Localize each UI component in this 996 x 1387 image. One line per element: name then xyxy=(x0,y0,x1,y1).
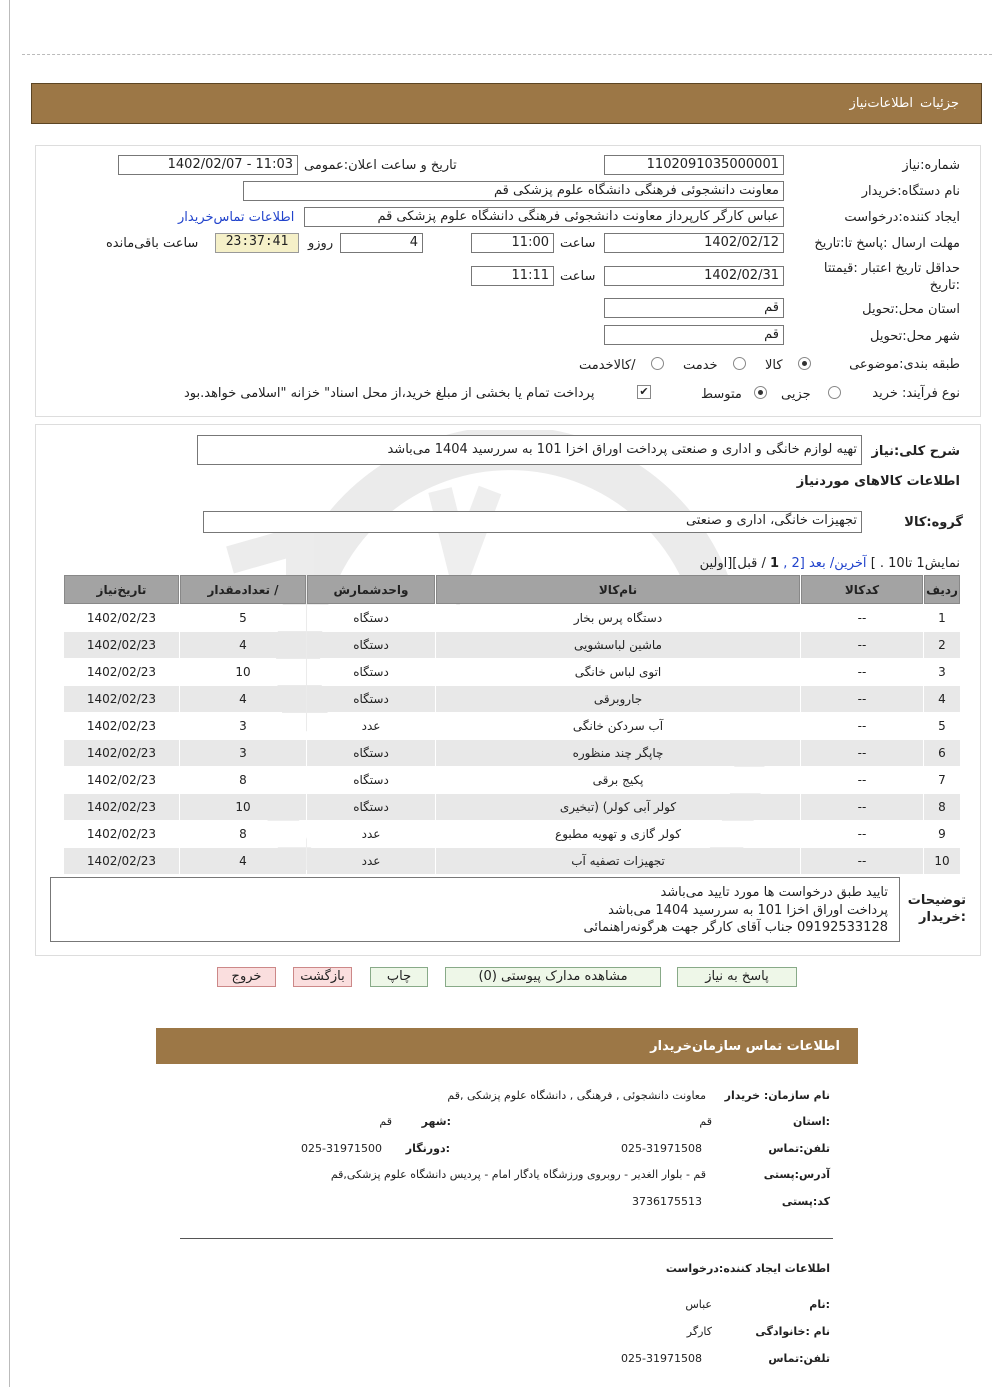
creator-label: ایجاد کننده:درخواست xyxy=(844,210,960,225)
table-row xyxy=(64,821,960,847)
cell-row: 3 xyxy=(924,659,960,685)
table-row xyxy=(64,794,960,820)
cell-date: 1402/02/23 xyxy=(64,632,179,658)
contact-city: قم xyxy=(379,1115,392,1128)
cell-row: 2 xyxy=(924,632,960,658)
cell-unit: دستگاه xyxy=(307,767,435,793)
contact-address-label: آدرس:پستی xyxy=(763,1168,830,1181)
cell-qty: 8 xyxy=(180,821,306,847)
cell-code: -- xyxy=(801,605,923,631)
creator-family-label: نام :خانوادگی xyxy=(755,1325,830,1338)
group-field: تجهیزات خانگی، اداری و صنعتی xyxy=(203,511,862,533)
category-goods-service-radio[interactable] xyxy=(651,357,664,370)
buyer-org-field: معاونت دانشجوئی فرهنگی دانشگاه علوم پزشکی قم xyxy=(243,181,784,201)
cell-date: 1402/02/23 xyxy=(64,821,179,847)
col-qty: / تعدادمقدار xyxy=(180,575,306,604)
paging-current: 1 xyxy=(770,556,780,571)
desc-label: شرح کلی:نیاز xyxy=(871,444,960,459)
contact-title: اطلاعات تماس سازمان‌خریدار xyxy=(650,1039,840,1054)
table-header-row xyxy=(64,575,960,604)
category-goods-label: کالا xyxy=(765,358,783,373)
creator-phone-label: تلفن:تماس xyxy=(768,1352,830,1365)
top-divider xyxy=(22,54,992,55)
cell-unit: عدد xyxy=(307,821,435,847)
contact-phone-label: تلفن:تماس xyxy=(768,1142,830,1155)
table-row xyxy=(64,767,960,793)
cell-name: کولر گازی و تهویه مطبوع xyxy=(436,821,800,847)
cell-qty: 4 xyxy=(180,686,306,712)
cell-row: 6 xyxy=(924,740,960,766)
contact-org-label: نام سازمان: خریدار xyxy=(724,1089,830,1102)
city-field: قم xyxy=(604,325,784,345)
print-button[interactable]: چاپ xyxy=(370,967,428,987)
cell-name: چاپگر چند منظوره xyxy=(436,740,800,766)
paging-page-2[interactable]: [2 , xyxy=(783,556,805,571)
process-medium-label: متوسط xyxy=(701,387,742,402)
cell-code: -- xyxy=(801,848,923,874)
cell-row: 9 xyxy=(924,821,960,847)
cell-qty: 8 xyxy=(180,767,306,793)
city-label: شهر محل:تحویل xyxy=(870,329,960,344)
cell-row: 10 xyxy=(924,848,960,874)
cell-row: 1 xyxy=(924,605,960,631)
cell-row: 7 xyxy=(924,767,960,793)
cell-unit: دستگاه xyxy=(307,659,435,685)
cell-row: 8 xyxy=(924,794,960,820)
deadline-date-field: 1402/02/12 xyxy=(604,233,784,253)
cell-name: ماشین لباسشویی xyxy=(436,632,800,658)
cell-qty: 4 xyxy=(180,632,306,658)
cell-unit: دستگاه xyxy=(307,740,435,766)
cell-qty: 10 xyxy=(180,659,306,685)
cell-qty: 5 xyxy=(180,605,306,631)
category-goods-service-label: /کالاخدمت xyxy=(579,358,636,373)
desc-field: تهیه لوازم خانگی و اداری و صنعتی پرداخت اوراق اخزا 101 به سررسید 1404 می‌باشد xyxy=(197,435,862,465)
creator-section-title: اطلاعات ایجاد کننده:درخواست xyxy=(665,1262,830,1275)
announce-label: تاریخ و ساعت اعلان:عمومی xyxy=(304,158,457,173)
contact-postal: 3736175513 xyxy=(632,1195,702,1208)
cell-code: -- xyxy=(801,794,923,820)
creator-name: عباس xyxy=(685,1298,712,1311)
paging-last-link[interactable]: آخرین/ xyxy=(829,556,867,571)
notes-line-3: 09192533128 جناب آقای کارگر جهت هرگونه‌راهنمائی xyxy=(583,920,888,935)
remaining-label: ساعت باقی‌مانده xyxy=(106,236,199,251)
tab-details[interactable]: جزئیات xyxy=(920,96,959,111)
notes-label: توضیحات xyxy=(907,893,966,908)
cell-row: 5 xyxy=(924,713,960,739)
cell-name: اتوی لباس خانگی xyxy=(436,659,800,685)
days-field: 4 xyxy=(340,233,423,253)
validity-time-label: ساعت xyxy=(560,269,596,284)
cell-qty: 3 xyxy=(180,740,306,766)
cell-code: -- xyxy=(801,659,923,685)
payment-note: پرداخت تمام یا بخشی از مبلغ خرید،از محل اسناد" خزانه "اسلامی خواهد.بود xyxy=(184,386,595,401)
table-body xyxy=(64,605,960,874)
header-bar xyxy=(31,83,982,124)
category-label: طبقه بندی:موضوعی xyxy=(849,357,960,372)
cell-qty: 3 xyxy=(180,713,306,739)
col-name: نام‌کالا xyxy=(436,575,800,604)
attachments-button[interactable]: مشاهده مدارک پیوستی (0) xyxy=(445,967,661,987)
cell-date: 1402/02/23 xyxy=(64,794,179,820)
cell-date: 1402/02/23 xyxy=(64,605,179,631)
category-goods-radio[interactable] xyxy=(798,357,811,370)
deadline-time-label: ساعت xyxy=(560,236,596,251)
notes-label-2: :خریدار xyxy=(919,910,966,925)
contact-org: معاونت دانشجوئی , فرهنگی , دانشگاه علوم پزشکی ,قم xyxy=(447,1089,706,1102)
contact-province: قم xyxy=(699,1115,712,1128)
buyer-org-label: نام دستگاه:خریدار xyxy=(861,184,960,199)
contact-city-label: :شهر xyxy=(421,1115,451,1128)
creator-name-label: :نام xyxy=(809,1298,830,1311)
cell-date: 1402/02/23 xyxy=(64,767,179,793)
cell-date: 1402/02/23 xyxy=(64,740,179,766)
validity-label-2: :تاریخ xyxy=(929,278,960,293)
cell-name: دستگاه پرس بخار xyxy=(436,605,800,631)
table-row xyxy=(64,659,960,685)
validity-time-field: 11:11 xyxy=(471,266,554,286)
deadline-time-field: 11:00 xyxy=(471,233,554,253)
need-number-label: شماره:نیاز xyxy=(902,158,960,173)
cell-unit: عدد xyxy=(307,713,435,739)
cell-qty: 10 xyxy=(180,794,306,820)
days-label: روزو xyxy=(308,236,334,251)
cell-date: 1402/02/23 xyxy=(64,659,179,685)
cell-code: -- xyxy=(801,686,923,712)
table-row xyxy=(64,632,960,658)
back-button[interactable]: بازگشت xyxy=(293,967,352,987)
process-label: نوع فرآیند: خرید xyxy=(872,386,960,401)
remaining-timer: 23:37:41 xyxy=(215,233,299,253)
paging xyxy=(700,556,960,571)
cell-code: -- xyxy=(801,632,923,658)
paging-prefix: نمایش1 تا10 . ] xyxy=(870,556,960,571)
process-partial-radio[interactable] xyxy=(828,386,841,399)
cell-row: 4 xyxy=(924,686,960,712)
table-row xyxy=(64,713,960,739)
deadline-label: مهلت ارسال :پاسخ تا:تاریخ xyxy=(814,236,960,251)
buyer-contact-link[interactable]: اطلاعات تماس‌خریدار xyxy=(178,210,295,225)
reply-button[interactable]: پاسخ به نیاز xyxy=(677,967,797,987)
creator-family: کارگر xyxy=(686,1325,712,1338)
contact-address: قم - بلوار الغدیر - روبروی ورزشگاه یادگار امام - پردیس دانشگاه علوم پزشکی,قم xyxy=(330,1168,706,1181)
need-number-field: 1102091035000001 xyxy=(604,155,784,175)
category-service-label: خدمت xyxy=(683,358,718,373)
cell-date: 1402/02/23 xyxy=(64,848,179,874)
table-row xyxy=(64,740,960,766)
cell-name: کولر آبی کولر) (تبخیری xyxy=(436,794,800,820)
contact-postal-label: کد:پستی xyxy=(781,1195,830,1208)
contact-province-label: :استان xyxy=(793,1115,830,1128)
cell-name: آب سردکن خانگی xyxy=(436,713,800,739)
tab-need-info[interactable]: اطلاعات‌نیاز xyxy=(849,96,913,111)
cell-code: -- xyxy=(801,821,923,847)
notes-line-1: تایید طبق درخواست ها مورد تایید می‌باشد xyxy=(660,885,888,900)
cell-unit: دستگاه xyxy=(307,605,435,631)
group-label: گروه:کالا xyxy=(904,515,963,530)
province-label: استان محل:تحویل xyxy=(862,302,960,317)
province-field: قم xyxy=(604,298,784,318)
contact-title-bar xyxy=(156,1028,858,1064)
cell-date: 1402/02/23 xyxy=(64,713,179,739)
col-unit: واحدشمارش xyxy=(307,575,435,604)
paging-next-link[interactable]: بعد xyxy=(808,556,826,571)
announce-date-field: 1402/02/07 - 11:03 xyxy=(118,155,298,175)
validity-label: حداقل تاریخ اعتبار :قیمتتا xyxy=(823,261,960,276)
col-code: کدکالا xyxy=(801,575,923,604)
cell-unit: دستگاه xyxy=(307,794,435,820)
cell-date: 1402/02/23 xyxy=(64,686,179,712)
cell-unit: دستگاه xyxy=(307,632,435,658)
creator-phone: 025-31971508 xyxy=(621,1352,702,1365)
contact-phone: 025-31971508 xyxy=(621,1142,702,1155)
process-medium-radio[interactable] xyxy=(754,386,767,399)
table-row xyxy=(64,605,960,631)
cell-code: -- xyxy=(801,713,923,739)
category-service-radio[interactable] xyxy=(733,357,746,370)
cell-name: پکیج برقی xyxy=(436,767,800,793)
payment-checkbox[interactable]: ✔ xyxy=(637,385,651,399)
goods-info-title: اطلاعات کالاهای موردنیاز xyxy=(796,474,960,489)
cell-qty: 4 xyxy=(180,848,306,874)
notes-line-2: پرداخت اوراق اخزا 101 به سررسید 1404 می‌باشد xyxy=(608,903,888,918)
contact-fax-label: :دورنگار xyxy=(405,1142,450,1155)
col-row: ردیف xyxy=(924,575,960,604)
table-row xyxy=(64,686,960,712)
paging-rest: / قبل][اولین xyxy=(699,556,766,571)
cell-unit: عدد xyxy=(307,848,435,874)
col-date: تاریخ‌نیاز xyxy=(64,575,179,604)
validity-date-field: 1402/02/31 xyxy=(604,266,784,286)
goods-table xyxy=(63,574,961,875)
cell-name: جاروبرقی xyxy=(436,686,800,712)
exit-button[interactable]: خروج xyxy=(217,967,276,987)
contact-fax: 025-31971500 xyxy=(301,1142,382,1155)
cell-unit: دستگاه xyxy=(307,686,435,712)
creator-field: عباس کارگر کارپرداز معاونت دانشجوئی فرهنگی دانشگاه علوم پزشکی قم xyxy=(304,207,784,227)
cell-name: تجهیزات تصفیه آب xyxy=(436,848,800,874)
cell-code: -- xyxy=(801,740,923,766)
left-border-line xyxy=(9,0,10,1387)
process-partial-label: جزیی xyxy=(781,387,811,402)
cell-code: -- xyxy=(801,767,923,793)
contact-divider xyxy=(180,1238,833,1239)
table-row xyxy=(64,848,960,874)
